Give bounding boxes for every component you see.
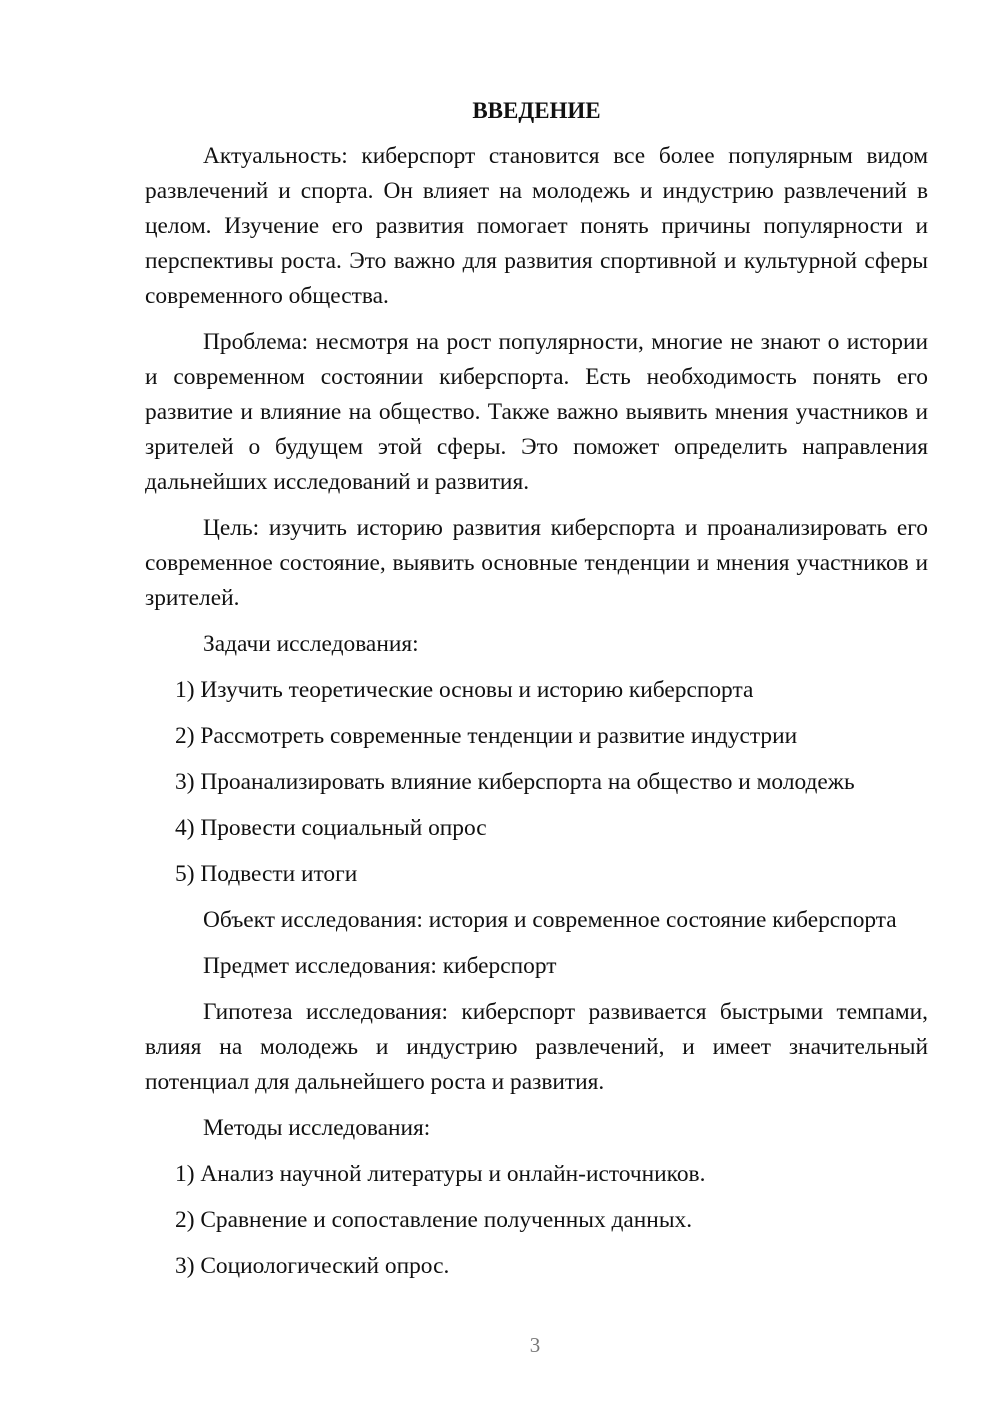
page-number: 3	[529, 1333, 541, 1357]
task-item: 1) Изучить теоретические основы и историю киберспорта	[175, 677, 754, 703]
hypothesis-paragraph: Гипотеза исследования: киберспорт развивается быстрыми темпами, влияя на молодежь и индустрию развлечений, и имеет значительный потенциал для дальнейшего роста и развития.	[145, 999, 928, 1095]
method-item: 3) Социологический опрос.	[175, 1253, 450, 1279]
task-item: 3) Проанализировать влияние киберспорта на общество и молодежь	[175, 769, 855, 795]
page-content	[145, 93, 928, 1295]
task-item: 4) Провести социальный опрос	[175, 815, 487, 841]
goal-paragraph: Цель: изучить историю развития киберспорта и проанализировать его современное состояние, выявить основные тенденции и мнения участников и зрителей.	[145, 515, 928, 611]
problem-paragraph: Проблема: несмотря на рост популярности, многие не знают о истории и современном состоянии киберспорта. Есть необходимость понять его развитие и влияние на общество. Также важно выявить мнения участников и зрителей о будущем этой сферы. Это поможет определить направления дальнейших исследований и развития.	[145, 329, 928, 495]
task-item: 5) Подвести итоги	[175, 861, 358, 887]
subject-paragraph: Предмет исследования: киберспорт	[203, 953, 557, 979]
task-item: 2) Рассмотреть современные тенденции и развитие индустрии	[175, 723, 798, 749]
tasks-heading: Задачи исследования:	[203, 631, 419, 657]
relevance-paragraph: Актуальность: киберспорт становится все более популярным видом развлечений и спорта. Он влияет на молодежь и индустрию развлечений в целом. Изучение его развития помогает понять причины популярности и перспективы роста. Это важно для развития спортивной и культурной сферы современного общества.	[145, 143, 928, 309]
section-title: ВВЕДЕНИЕ	[472, 98, 601, 123]
methods-heading: Методы исследования:	[203, 1115, 431, 1141]
method-item: 1) Анализ научной литературы и онлайн-источников.	[175, 1161, 706, 1187]
object-paragraph: Объект исследования: история и современное состояние киберспорта	[203, 907, 897, 933]
method-item: 2) Сравнение и сопоставление полученных данных.	[175, 1207, 693, 1233]
